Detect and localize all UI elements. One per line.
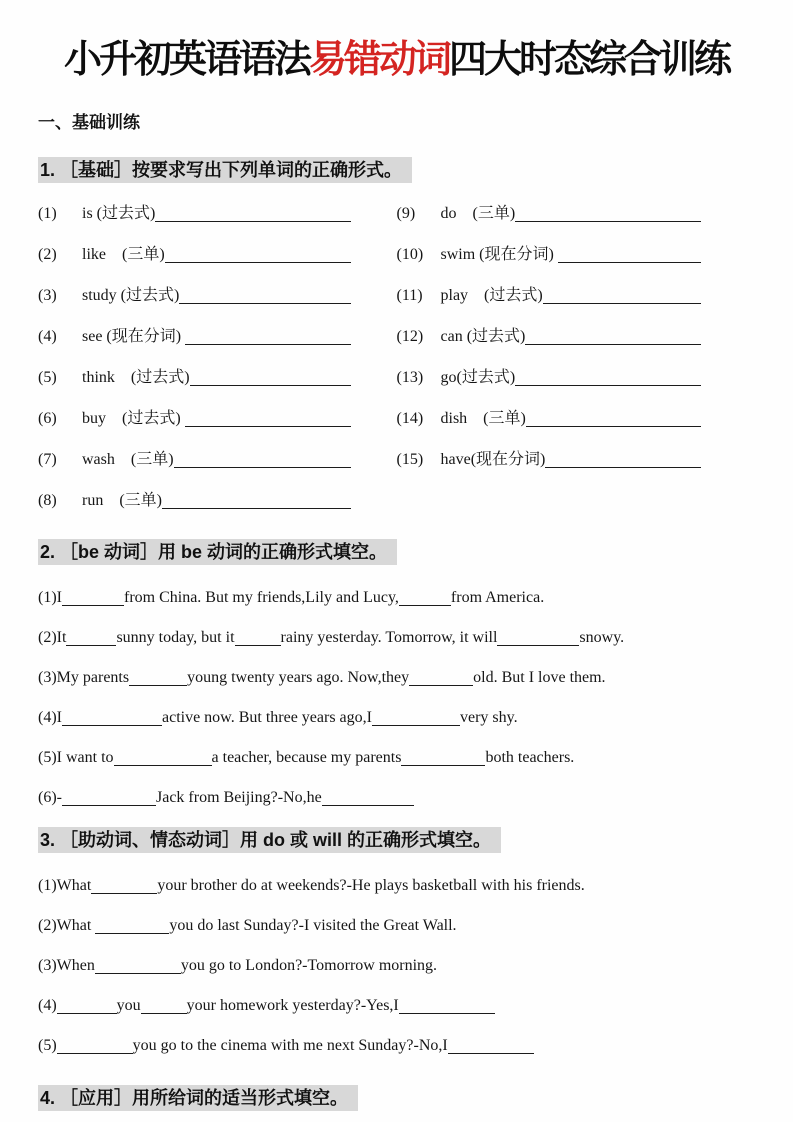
vocab-item <box>38 244 397 266</box>
sentence-item <box>38 875 755 897</box>
vocab-item <box>397 449 756 471</box>
sentence-item <box>38 787 755 809</box>
answer-blank <box>185 426 351 427</box>
question-2-heading-text: 2. ［be 动词］用 be 动词的正确形式填空。 <box>38 539 397 565</box>
vocab-item-number: (4) <box>38 328 57 345</box>
title-part-highlight: 易错动词 <box>308 39 449 81</box>
vocab-item-number: (8) <box>38 492 57 509</box>
answer-blank <box>322 792 414 806</box>
vocab-item <box>397 285 756 307</box>
section-one-header: 一、基础训练 <box>38 113 140 132</box>
sentence-item <box>38 747 755 769</box>
vocab-item-label: study (过去式) <box>82 287 180 304</box>
vocab-item-label: swim (现在分词) <box>440 246 558 263</box>
answer-blank <box>129 672 187 686</box>
sentence-text: (3)When <box>38 957 95 974</box>
sentence-text: active now. But three years ago,I <box>161 709 372 726</box>
vocab-item-label: can (过去式) <box>440 328 526 345</box>
vocab-item-label: see (现在分词) <box>82 328 186 345</box>
sentence-text: (4)I <box>38 709 62 726</box>
sentence-text: your brother do at weekends?-He plays basketball with his friends. <box>157 877 585 894</box>
sentence-text: snowy. <box>579 629 625 646</box>
vocab-item <box>38 408 397 430</box>
question-3-sentences <box>38 875 755 1057</box>
vocab-item-number: (9) <box>396 205 416 222</box>
vocab-item <box>397 203 756 225</box>
sentence-text: your homework yesterday?-Yes,I <box>186 997 399 1014</box>
sentence-text: old. But I love them. <box>473 669 606 686</box>
vocab-item-number: (10) <box>396 246 424 263</box>
sentence-text: young twenty years ago. Now,they <box>187 669 410 686</box>
question-2-heading <box>38 539 755 567</box>
sentence-item <box>38 1035 755 1057</box>
answer-blank <box>179 303 350 304</box>
answer-blank <box>409 672 473 686</box>
sentence-text: rainy yesterday. Tomorrow, it will <box>280 629 498 646</box>
sentence-item <box>38 587 755 609</box>
sentence-text: (3)My parents <box>38 669 130 686</box>
sentence-text: sunny today, but it <box>116 629 235 646</box>
sentence-text: very shy. <box>459 709 518 726</box>
answer-blank <box>558 262 701 263</box>
vocab-item-label: wash (三单) <box>82 451 174 468</box>
answer-blank <box>515 221 701 222</box>
sentence-text: Jack from Beijing?-No,he <box>155 789 322 806</box>
vocab-item-number: (3) <box>38 287 57 304</box>
vocab-item-number: (14) <box>396 410 424 427</box>
vocab-item-label: buy (过去式) <box>82 410 185 427</box>
vocab-item-label: do (三单) <box>440 205 516 222</box>
sentence-text: (1)I <box>38 589 62 606</box>
vocab-item <box>38 367 397 389</box>
answer-blank <box>525 344 701 345</box>
vocab-item <box>397 326 756 348</box>
answer-blank <box>165 262 351 263</box>
sentence-text: you go to London?-Tomorrow morning. <box>180 957 438 974</box>
page-title <box>38 34 755 86</box>
sentence-text: (5)I want to <box>38 749 114 766</box>
sentence-text: a teacher, because my parents <box>211 749 402 766</box>
answer-blank <box>95 920 169 934</box>
sentence-text: (5) <box>38 1037 57 1054</box>
answer-blank <box>62 792 156 806</box>
vocab-item-label: like (三单) <box>82 246 165 263</box>
vocab-item-label: have(现在分词) <box>440 451 546 468</box>
sentence-text: (2)What <box>38 917 96 934</box>
sentence-text: you <box>116 997 141 1014</box>
vocab-column-left <box>38 203 397 531</box>
answer-blank <box>141 1000 187 1014</box>
answer-blank <box>155 221 350 222</box>
sentence-item <box>38 955 755 977</box>
vocab-item-number: (12) <box>396 328 424 345</box>
answer-blank <box>399 1000 495 1014</box>
vocab-grid <box>38 203 755 531</box>
answer-blank <box>526 426 701 427</box>
sentence-text: (1)What <box>38 877 92 894</box>
vocab-item-number: (6) <box>38 410 57 427</box>
answer-blank <box>185 344 350 345</box>
vocab-item <box>38 203 397 225</box>
vocab-item-number: (11) <box>396 287 423 304</box>
question-3-heading-text: 3. ［助动词、情态动词］用 do 或 will 的正确形式填空。 <box>38 827 501 853</box>
answer-blank <box>448 1040 534 1054</box>
title-part-pre: 小升初英语语法 <box>63 39 309 81</box>
question-2-sentences <box>38 587 755 809</box>
vocab-item-label: run (三单) <box>82 492 162 509</box>
answer-blank <box>57 1000 117 1014</box>
vocab-item-label: play (过去式) <box>440 287 543 304</box>
answer-blank <box>497 632 579 646</box>
answer-blank <box>57 1040 133 1054</box>
sentence-text: you go to the cinema with me next Sunday?-No,I <box>132 1037 448 1054</box>
answer-blank <box>114 752 212 766</box>
sentence-text: (2)It <box>38 629 67 646</box>
sentence-text: from America. <box>450 589 545 606</box>
vocab-item-number: (2) <box>38 246 57 263</box>
answer-blank <box>62 592 124 606</box>
answer-blank <box>372 712 460 726</box>
sentence-text: (4) <box>38 997 57 1014</box>
answer-blank <box>66 632 116 646</box>
sentence-text: (6)- <box>38 789 62 806</box>
answer-blank <box>545 467 701 468</box>
answer-blank <box>190 385 351 386</box>
question-1-heading <box>38 157 755 185</box>
sentence-item <box>38 627 755 649</box>
sentence-item <box>38 667 755 689</box>
question-4-heading-text: 4. ［应用］用所给词的适当形式填空。 <box>38 1085 358 1111</box>
vocab-item-label: is (过去式) <box>82 205 156 222</box>
question-1-heading-text: 1. ［基础］按要求写出下列单词的正确形式。 <box>38 157 412 183</box>
vocab-item <box>38 490 397 512</box>
sentence-text: you do last Sunday?-I visited the Great Wall. <box>169 917 457 934</box>
vocab-item-number: (13) <box>396 369 424 386</box>
answer-blank <box>399 592 451 606</box>
vocab-item <box>38 285 397 307</box>
title-part-post: 四大时态综合训练 <box>449 39 730 81</box>
vocab-item-number: (15) <box>396 451 424 468</box>
vocab-item <box>38 326 397 348</box>
vocab-item-number: (7) <box>38 451 57 468</box>
vocab-item-label: go(过去式) <box>440 369 516 386</box>
answer-blank <box>543 303 701 304</box>
sentence-item <box>38 915 755 937</box>
answer-blank <box>91 880 157 894</box>
vocab-item <box>397 408 756 430</box>
vocab-item <box>38 449 397 471</box>
answer-blank <box>62 712 162 726</box>
sentence-item <box>38 707 755 729</box>
sentence-text: from China. But my friends,Lily and Lucy, <box>123 589 399 606</box>
vocab-item-number: (5) <box>38 369 57 386</box>
vocab-item-number: (1) <box>38 205 57 222</box>
vocab-column-right <box>397 203 756 531</box>
vocab-item-label: think (过去式) <box>82 369 190 386</box>
answer-blank <box>515 385 701 386</box>
answer-blank <box>235 632 281 646</box>
sentence-item <box>38 995 755 1017</box>
answer-blank <box>162 508 351 509</box>
question-4-heading <box>38 1085 755 1113</box>
sentence-text: both teachers. <box>485 749 575 766</box>
question-3-heading <box>38 827 755 855</box>
answer-blank <box>401 752 485 766</box>
answer-blank <box>174 467 351 468</box>
vocab-item-label: dish (三单) <box>440 410 526 427</box>
vocab-item <box>397 244 756 266</box>
answer-blank <box>95 960 181 974</box>
vocab-item <box>397 367 756 389</box>
